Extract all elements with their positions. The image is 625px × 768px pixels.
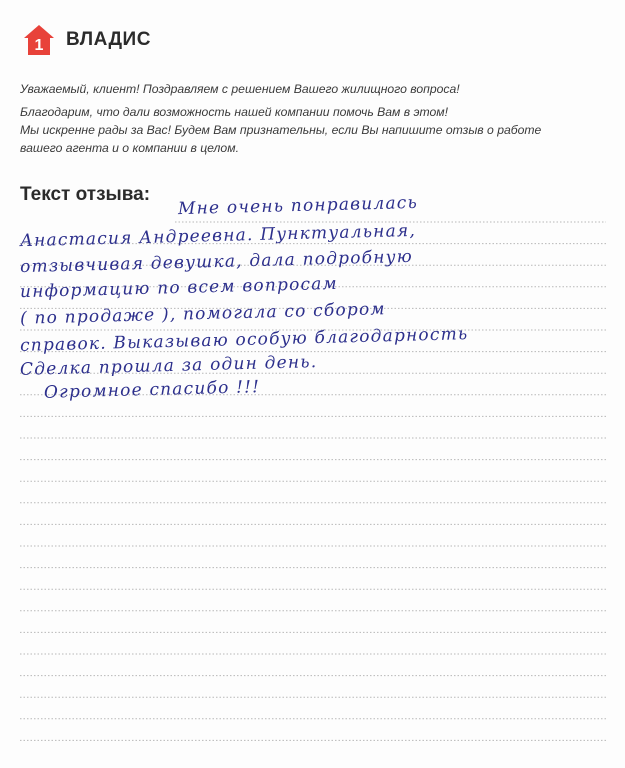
handwritten-line: информацию по всем вопросам (19, 273, 339, 303)
handwritten-line: Анастасия Андреевна. Пунктуальная, (19, 220, 417, 252)
intro-line-1: Благодарим, что дали возможность нашей компании помочь Вам в этом! (20, 105, 449, 119)
handwritten-line: ( по продаже ), помогала со сбором (19, 299, 386, 329)
intro-greeting: Уважаемый, клиент! Поздравляем с решением Вашего жилищного вопроса! (20, 82, 460, 96)
handwritten-line: Сделка прошла за один день. (19, 352, 318, 380)
intro-line-2: Мы искренне рады за Вас! Будем Вам признательны, если Вы напишите отзыв о работе (20, 123, 542, 137)
logo-digit: 1 (34, 37, 44, 54)
handwritten-line: Огромное спасибо !!! (43, 377, 261, 403)
handwritten-line: Мне очень понравилась (177, 192, 419, 220)
handwritten-line: отзывчивая девушка, дала подробную (19, 246, 414, 278)
intro-line-3: вашего агента и о компании в целом. (20, 141, 239, 155)
handwritten-line: справок. Выказываю особую благодарность (19, 324, 469, 356)
review-label: Текст отзыва: (20, 184, 151, 205)
brand-name: ВЛАДИС (66, 29, 151, 50)
